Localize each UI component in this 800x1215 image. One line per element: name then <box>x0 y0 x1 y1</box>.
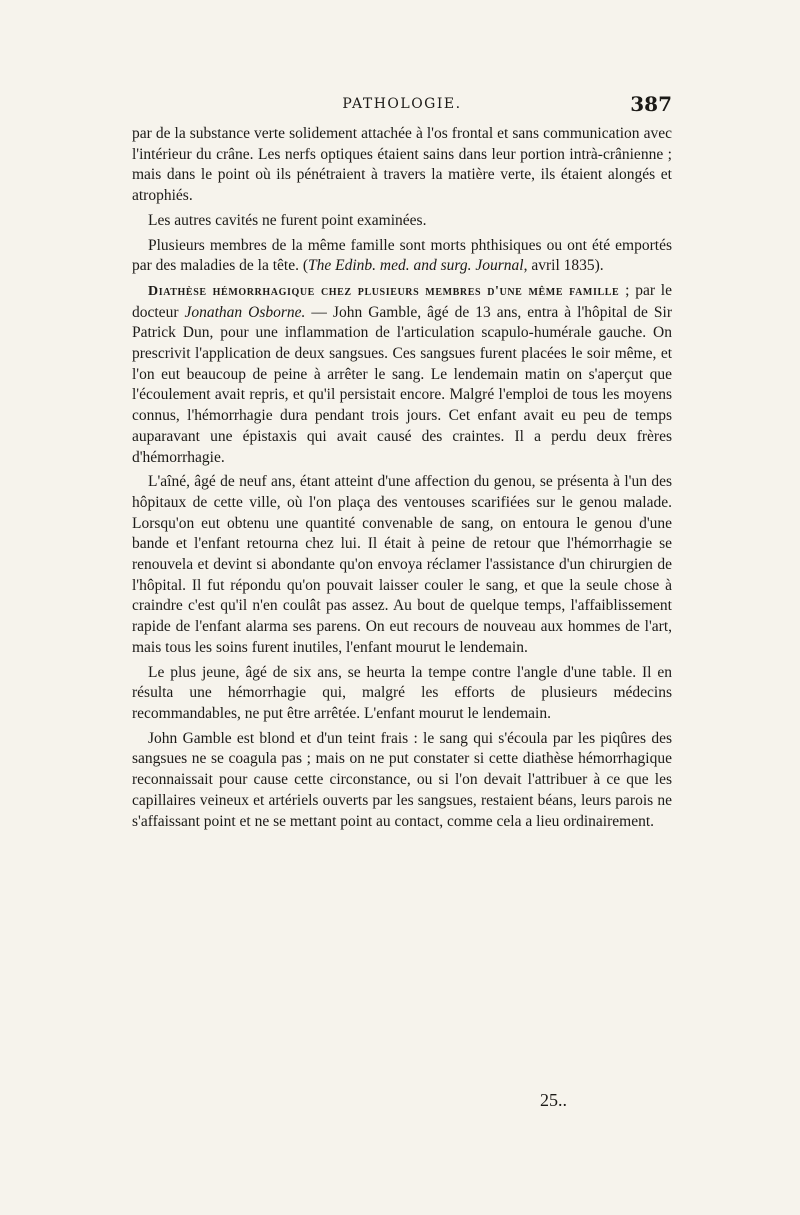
paragraph: Le plus jeune, âgé de six ans, se heurta la tempe contre l'angle d'une table. Il en résulta une hémorrhagie qui, malgré les efforts de plusieurs médecins recommandables, ne put être arrêtée. L'enfant mourut le lendemain. <box>132 663 672 722</box>
page-number: 387 <box>630 92 672 116</box>
paragraph: par de la substance verte solidement attachée à l'os frontal et sans communication avec l'intérieur du crâne. Les nerfs optiques étaient sains dans leur portion intrà-crânienne ; mais dans le point où ils pénétraient à travers la matière verte, ils étaient alongés et atrophiés. <box>132 125 672 205</box>
paragraph-text: , avril 1835). <box>523 257 604 275</box>
paragraph <box>132 236 672 277</box>
paragraph: John Gamble est blond et d'un teint frais : le sang qui s'écoula par les piqûres des sangsues ne se coagula pas ; mais on ne put constater si cette diathèse hémorrhagique reconnaissait pour cause cette circonstance, ou si l'on devait l'attribuer à ce que les capillaires veineux et artériels ouverts par les sangsues, restaient béans, leurs parois ne s'affaissant point et ne se mettant point au contact, comme cela a lieu ordinairement. <box>132 729 672 830</box>
signature-mark: 25.. <box>540 1090 567 1110</box>
paragraph-text: ; par le docteur <box>132 281 672 321</box>
paragraph: L'aîné, âgé de neuf ans, étant atteint d'une affection du genou, se présenta à l'un des hôpitaux de cette ville, où l'on plaça des ventouses scarifiées sur le genou malade. Lorsqu'on eut obtenu une quantité convenable de sang, on entoura le genou d'une bande et l'enfant retourna chez lui. Il était à peine de retour que l'hémorrhagie se renouvela et devint si abondante qu'on envoya réclamer l'assistance d'un chirurgien de l'hôpital. Il fut répondu qu'on pouvait laisser couler le sang, et que la seule chose à craindre c'est qu'il n'en coulât pas assez. Au bout de quelque temps, l'affaiblissement rapide de l'enfant alarma ses parens. On eut recours de nouveau aux hommes de l'art, mais tous les soins furent inutiles, l'enfant mourut le lendemain. <box>132 473 672 656</box>
running-title: PATHOLOGIE. <box>342 96 462 112</box>
author-name: Jonathan Osborne. <box>184 303 306 321</box>
paragraph: Les autres cavités ne furent point examinées. <box>148 211 427 229</box>
journal-citation: The Edinb. med. and surg. Journal <box>308 257 524 275</box>
paragraph <box>132 281 672 468</box>
body-text <box>132 124 672 836</box>
page-header <box>132 92 672 122</box>
paragraph-text: — John Gamble, âgé de 13 ans, entra à l'hôpital de Sir Patrick Dun, pour une inflammation de l'articulation scapulo-humérale gauche. On prescrivit l'application de deux sangsues. Ces sangsues furent placées le soir même, et l'on eut beaucoup de peine à arrêter le sang. Le lendemain matin on s'aperçut que l'écoulement avait repris, et qu'il persistait encore. Malgré l'emploi de tous les moyens connus, l'hémorrhagie dura pendant trois jours. Cet enfant avait eu peu de temps auparavant une épistaxis qui avait causé des craintes. Il a perdu deux frères d'hémorrhagie. <box>132 303 673 466</box>
paragraph-text: Plusieurs membres de la même famille sont morts phthisiques ou ont été emportés par des maladies de la tête. ( <box>132 236 672 275</box>
article-title: Diathèse hémorrhagique chez plusieurs membres d'une même famille <box>148 283 620 299</box>
